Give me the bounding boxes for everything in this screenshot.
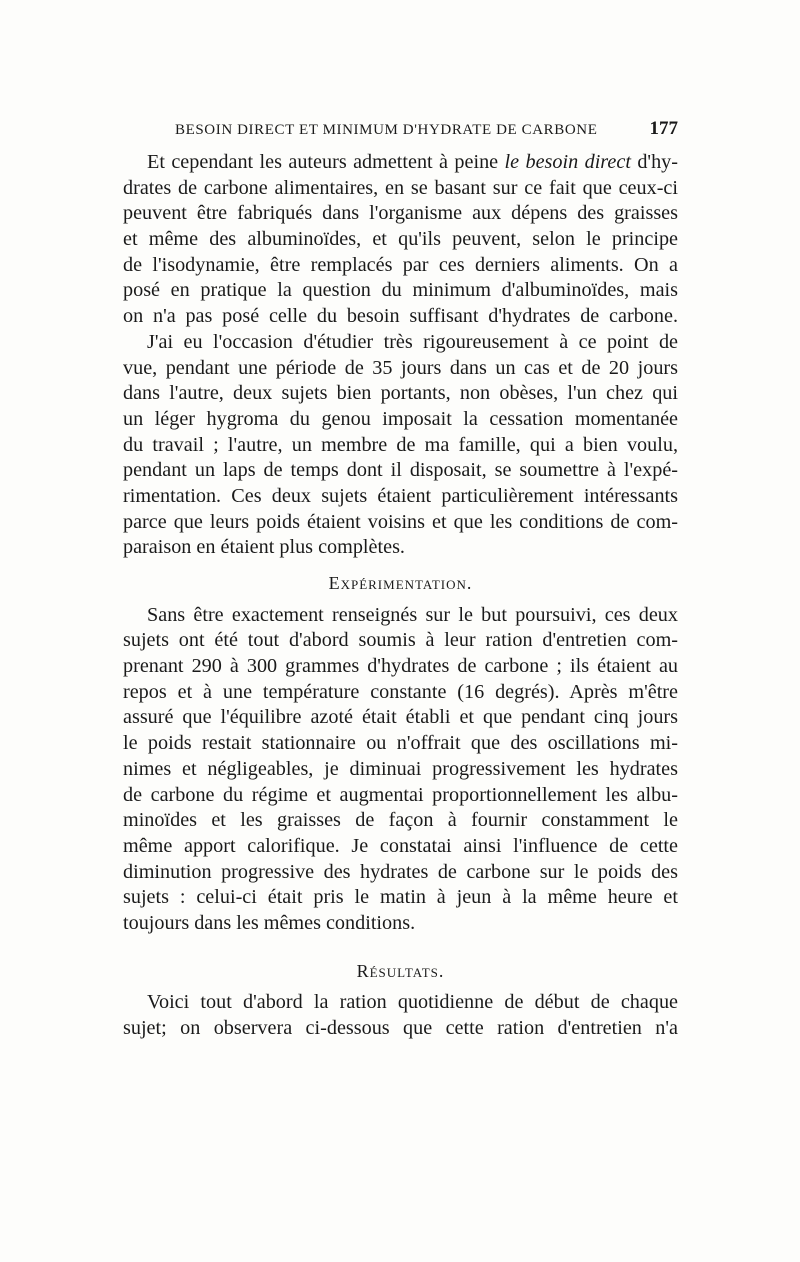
text-line: Voici tout d'abord la ration quotidienne de début de chaque (147, 991, 678, 1014)
text-line: minoïdes et les graisses de façon à fournir constamment le (123, 809, 678, 832)
text-line: de carbone du régime et augmentai proportionnellement les albu- (123, 783, 678, 806)
text-line: un léger hygroma du genou imposait la cessation momentanée (123, 407, 678, 430)
paragraph (123, 330, 678, 561)
text-line: posé en pratique la question du minimum d'albuminoïdes, mais (123, 279, 678, 302)
text-line: vue, pendant une période de 35 jours dans un cas et de 20 jours (123, 356, 678, 379)
text-line: prenant 290 à 300 grammes d'hydrates de carbone ; ils étaient au (123, 655, 678, 678)
section-heading-text: Résultats. (356, 960, 445, 981)
section-heading-text: Expérimentation. (328, 573, 473, 593)
text-line: même apport calorifique. Je constatai ainsi l'influence de cette (123, 834, 678, 857)
text-line: paraison en étaient plus complètes. (123, 536, 405, 559)
text-line: J'ai eu l'occasion d'étudier très rigoureusement à ce point de (147, 330, 678, 353)
page-header (175, 118, 678, 140)
text-line: nimes et négligeables, je diminuai progressivement les hydrates (123, 757, 678, 780)
body-text (123, 150, 678, 1042)
emphasis-text: le besoin direct (504, 151, 631, 173)
text-line: drates de carbone alimentaires, en se basant sur ce fait que ceux-ci (123, 176, 678, 199)
text-line: sujets : celui-ci était pris le matin à jeun à la même heure et (123, 886, 678, 909)
paragraph (123, 603, 678, 937)
text-line: assuré que l'équilibre azoté était établi et que pendant cinq jours (123, 706, 678, 729)
text-line: Sans être exactement renseignés sur le but poursuivi, ces deux (147, 603, 678, 626)
text-line: dans l'autre, deux sujets bien portants, non obèses, l'un chez qui (123, 382, 678, 405)
page-number: 177 (649, 118, 678, 139)
text-line: et même des albuminoïdes, et qu'ils peuvent, selon le principe (123, 228, 678, 251)
spacer (123, 937, 678, 949)
text-line: du travail ; l'autre, un membre de ma famille, qui a bien voulu, (123, 433, 678, 456)
text-line: sujets ont été tout d'abord soumis à leur ration d'entretien com- (123, 629, 678, 652)
text-run: d'hy- (630, 151, 678, 173)
text-line: sujet; on observera ci-dessous que cette ration d'entretien n'a (123, 1017, 678, 1039)
text-line: rimentation. Ces deux sujets étaient particulièrement intéressants (123, 484, 678, 507)
text-line: pendant un laps de temps dont il disposait, se soumettre à l'expé- (123, 459, 678, 482)
text-line: repos et à une température constante (16 degrés). Après m'être (123, 680, 678, 703)
running-title: BESOIN DIRECT ET MINIMUM D'HYDRATE DE CARBONE (175, 122, 598, 138)
paragraph (123, 990, 678, 1041)
text-line (123, 150, 678, 176)
paragraph (123, 150, 678, 330)
text-run: Et cependant les auteurs admettent à peine (147, 151, 505, 173)
text-line: peuvent être fabriqués dans l'organisme aux dépens des graisses (123, 202, 678, 225)
text-line: toujours dans les mêmes conditions. (123, 911, 416, 934)
text-line: de l'isodynamie, être remplacés par ces derniers aliments. On a (123, 253, 678, 276)
text-line: diminution progressive des hydrates de carbone sur le poids des (123, 860, 678, 883)
section-heading-resultats (123, 959, 678, 985)
text-line: on n'a pas posé celle du besoin suffisant d'hydrates de carbone. (123, 305, 678, 328)
section-heading-experimentation (123, 571, 678, 597)
text-line: parce que leurs poids étaient voisins et que les conditions de com- (123, 510, 678, 533)
text-line: le poids restait stationnaire ou n'offrait que des oscillations mi- (123, 732, 678, 755)
